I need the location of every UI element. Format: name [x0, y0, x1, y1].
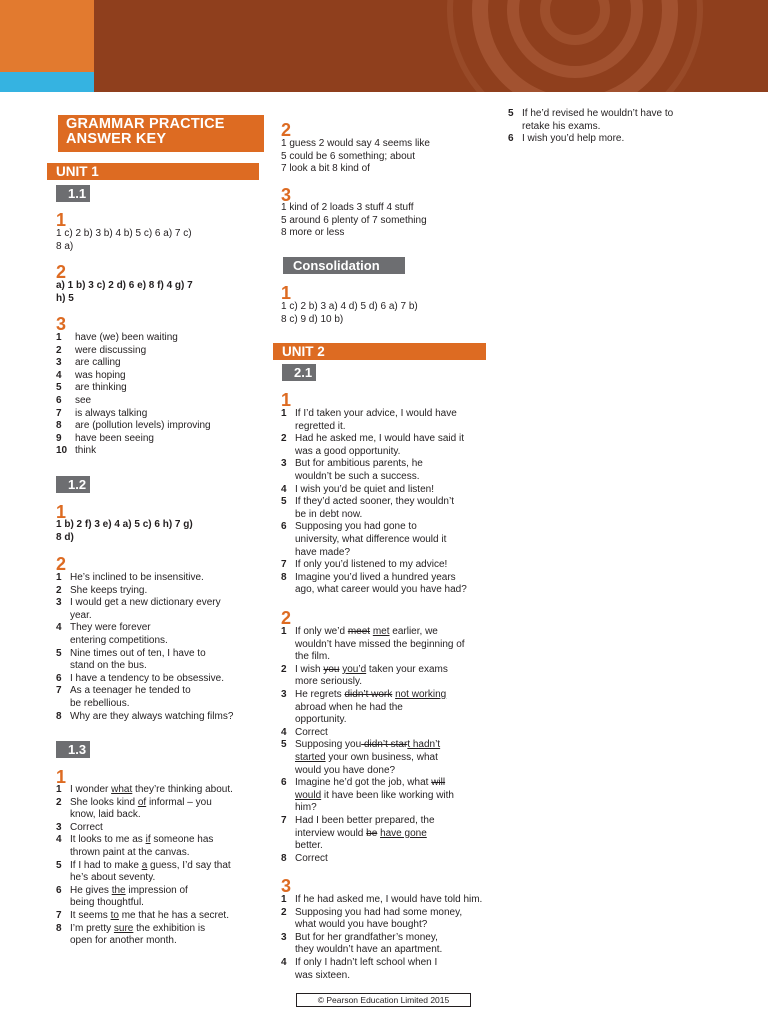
list-item: 4 was hoping	[56, 369, 126, 381]
list-item: 1 If he had asked me, I would have told him.	[281, 894, 483, 905]
list-item: 2 Supposing you had had some money, what would you have bought?	[281, 906, 463, 931]
answer-line	[56, 228, 266, 253]
unit-1-heading: UNIT 1	[47, 163, 259, 180]
list-item: 2 She looks kind of informal – you know, laid back.	[56, 796, 212, 821]
exercise-number: 1	[281, 283, 292, 303]
list-item: 10 think	[56, 445, 97, 457]
list-item: 4 They were forever entering competitions.	[56, 622, 168, 646]
list-item: 4 If only I hadn’t left school when I was sixteen.	[281, 956, 438, 981]
answer-list	[281, 894, 496, 982]
list-item: 2 I wish you you’d taken your exams more seriously.	[281, 663, 448, 688]
answer-line	[56, 519, 266, 544]
list-item: 5 If they’d acted sooner, they wouldn’t be in debt now.	[281, 496, 454, 520]
answer-list	[508, 108, 708, 146]
exercise-number: 3	[56, 314, 67, 334]
list-item: 8 Correct	[281, 852, 328, 864]
answer-line-text: 1 c) 2 b) 3 b) 4 b) 5 c) 6 a) 7 c)	[56, 228, 192, 239]
list-item: 8 Why are they always watching films?	[56, 710, 234, 722]
section-1-3-label: 1.3	[56, 741, 90, 758]
list-item: 5 Supposing you didn’t start hadn’t started your own business, what would you have done?	[281, 739, 441, 776]
answer-line-text: 1 guess 2 would say 4 seems like	[281, 138, 430, 149]
list-item: 3 But for ambitious parents, he wouldn’t be such a success.	[281, 458, 423, 482]
answer-line-text: 7 look a bit 8 kind of	[281, 163, 370, 175]
answer-line-text: 1 b) 2 f) 3 e) 4 a) 5 c) 6 h) 7 g)	[56, 519, 193, 530]
answer-list	[56, 572, 266, 723]
exercise-number: 1	[56, 502, 67, 522]
answer-line	[56, 280, 266, 305]
list-item: 9 have been seeing	[56, 432, 154, 444]
list-item: 1 have (we) been waiting	[56, 332, 178, 343]
list-item: 6 see	[56, 394, 92, 406]
list-item: 5 Nine times out of ten, I have to stand on the bus.	[56, 647, 206, 672]
exercise-number: 1	[281, 390, 292, 410]
answer-line-text: 1 c) 2 b) 3 a) 4 d) 5 d) 6 a) 7 b)	[281, 301, 418, 312]
section-1-1-label: 1.1	[56, 185, 90, 202]
exercise-number: 2	[56, 554, 67, 574]
list-item: 1 I wonder what they’re thinking about.	[56, 784, 233, 795]
section-1-2-label: 1.2	[56, 476, 90, 493]
copyright-footer: © Pearson Education Limited 2015	[296, 993, 471, 1007]
list-item: 7 is always talking	[56, 407, 148, 419]
list-item: 7 If only you’d listened to my advice!	[281, 559, 448, 571]
list-item: 7 As a teenager he tended to be rebellious.	[56, 685, 191, 709]
answer-line-text: 1 kind of 2 loads 3 stuff 4 stuff	[281, 202, 414, 213]
page-header-banner	[0, 0, 768, 92]
list-item: 4 It looks to me as if someone has thrown paint at the canvas.	[56, 834, 214, 858]
answer-list	[281, 626, 493, 865]
answer-line	[281, 301, 491, 326]
list-item: 4 Correct	[281, 726, 328, 738]
answer-line-text: 8 a)	[56, 240, 74, 252]
list-item: 1 He’s inclined to be insensitive.	[56, 572, 204, 583]
answer-line-text: 5 around 6 plenty of 7 something	[281, 214, 427, 226]
section-2-1-label: 2.1	[282, 364, 316, 381]
exercise-number: 2	[56, 262, 67, 282]
list-item: 8 I’m pretty sure the exhibition is open for another month.	[56, 922, 206, 947]
exercise-number: 3	[281, 876, 292, 896]
list-item: 1 If only we’d meet met earlier, we wouldn’t have missed the beginning of the film.	[281, 626, 465, 663]
list-item: 2 Had he asked me, I would have said it was a good opportunity.	[281, 433, 464, 457]
list-item: 4 I wish you’d be quiet and listen!	[281, 483, 434, 495]
exercise-number: 2	[281, 608, 292, 628]
list-item: 3 He regrets didn’t work not working abroad when he had the opportunity.	[281, 688, 447, 726]
page-title: GRAMMAR PRACTICE ANSWER KEY	[58, 115, 264, 152]
answer-line-text: 8 d)	[56, 531, 74, 543]
exercise-number: 3	[281, 185, 292, 205]
consolidation-heading: Consolidation	[283, 257, 405, 274]
answer-line-text: h) 5	[56, 292, 74, 304]
answer-list	[56, 784, 268, 948]
list-item: 3 are calling	[56, 357, 121, 369]
list-item: 1 If I’d taken your advice, I would have regretted it.	[281, 408, 457, 432]
list-item: 8 Imagine you’d lived a hundred years ago, what career would you have had?	[281, 571, 467, 596]
list-item: 5 If I had to make a guess, I’d say that he’s about seventy.	[56, 859, 231, 884]
list-item: 6 I have a tendency to be obsessive.	[56, 672, 224, 684]
answer-line-text: 8 more or less	[281, 227, 345, 239]
list-item: 6 He gives the impression of being thoughtful.	[56, 884, 188, 909]
list-item: 7 Had I been better prepared, the interview would be have gone better.	[281, 814, 435, 852]
exercise-number: 2	[281, 120, 292, 140]
list-item: 5 If he’d revised he wouldn’t have to retake his exams.	[508, 108, 674, 132]
answer-line-text: 8 c) 9 d) 10 b)	[281, 313, 344, 325]
list-item: 7 It seems to me that he has a secret.	[56, 909, 229, 921]
exercise-number: 1	[56, 767, 67, 787]
list-item: 3 I would get a new dictionary every year.	[56, 597, 221, 621]
list-item: 6 Imagine he’d got the job, what will would it have been like working with him?	[281, 777, 454, 814]
answer-line-text: a) 1 b) 3 c) 2 d) 6 e) 8 f) 4 g) 7	[56, 280, 193, 291]
list-item: 6 Supposing you had gone to university, what difference would it have made?	[281, 521, 447, 558]
exercise-number: 1	[56, 210, 67, 230]
list-item: 3 Correct	[56, 821, 103, 833]
answer-line	[281, 202, 491, 240]
list-item: 6 I wish you’d help more.	[508, 133, 625, 145]
list-item: 3 But for her grandfather’s money, they wouldn’t have an apartment.	[281, 931, 443, 956]
answer-list	[56, 332, 266, 458]
list-item: 2 were discussing	[56, 344, 147, 356]
answer-line-text: 5 could be 6 something; about	[281, 150, 415, 162]
header-ring-decoration	[0, 0, 768, 92]
list-item: 8 are (pollution levels) improving	[56, 420, 211, 432]
answer-list	[281, 408, 493, 597]
answer-line	[281, 138, 491, 176]
unit-2-heading: UNIT 2	[273, 343, 486, 360]
list-item: 2 She keeps trying.	[56, 584, 148, 596]
list-item: 5 are thinking	[56, 382, 127, 394]
